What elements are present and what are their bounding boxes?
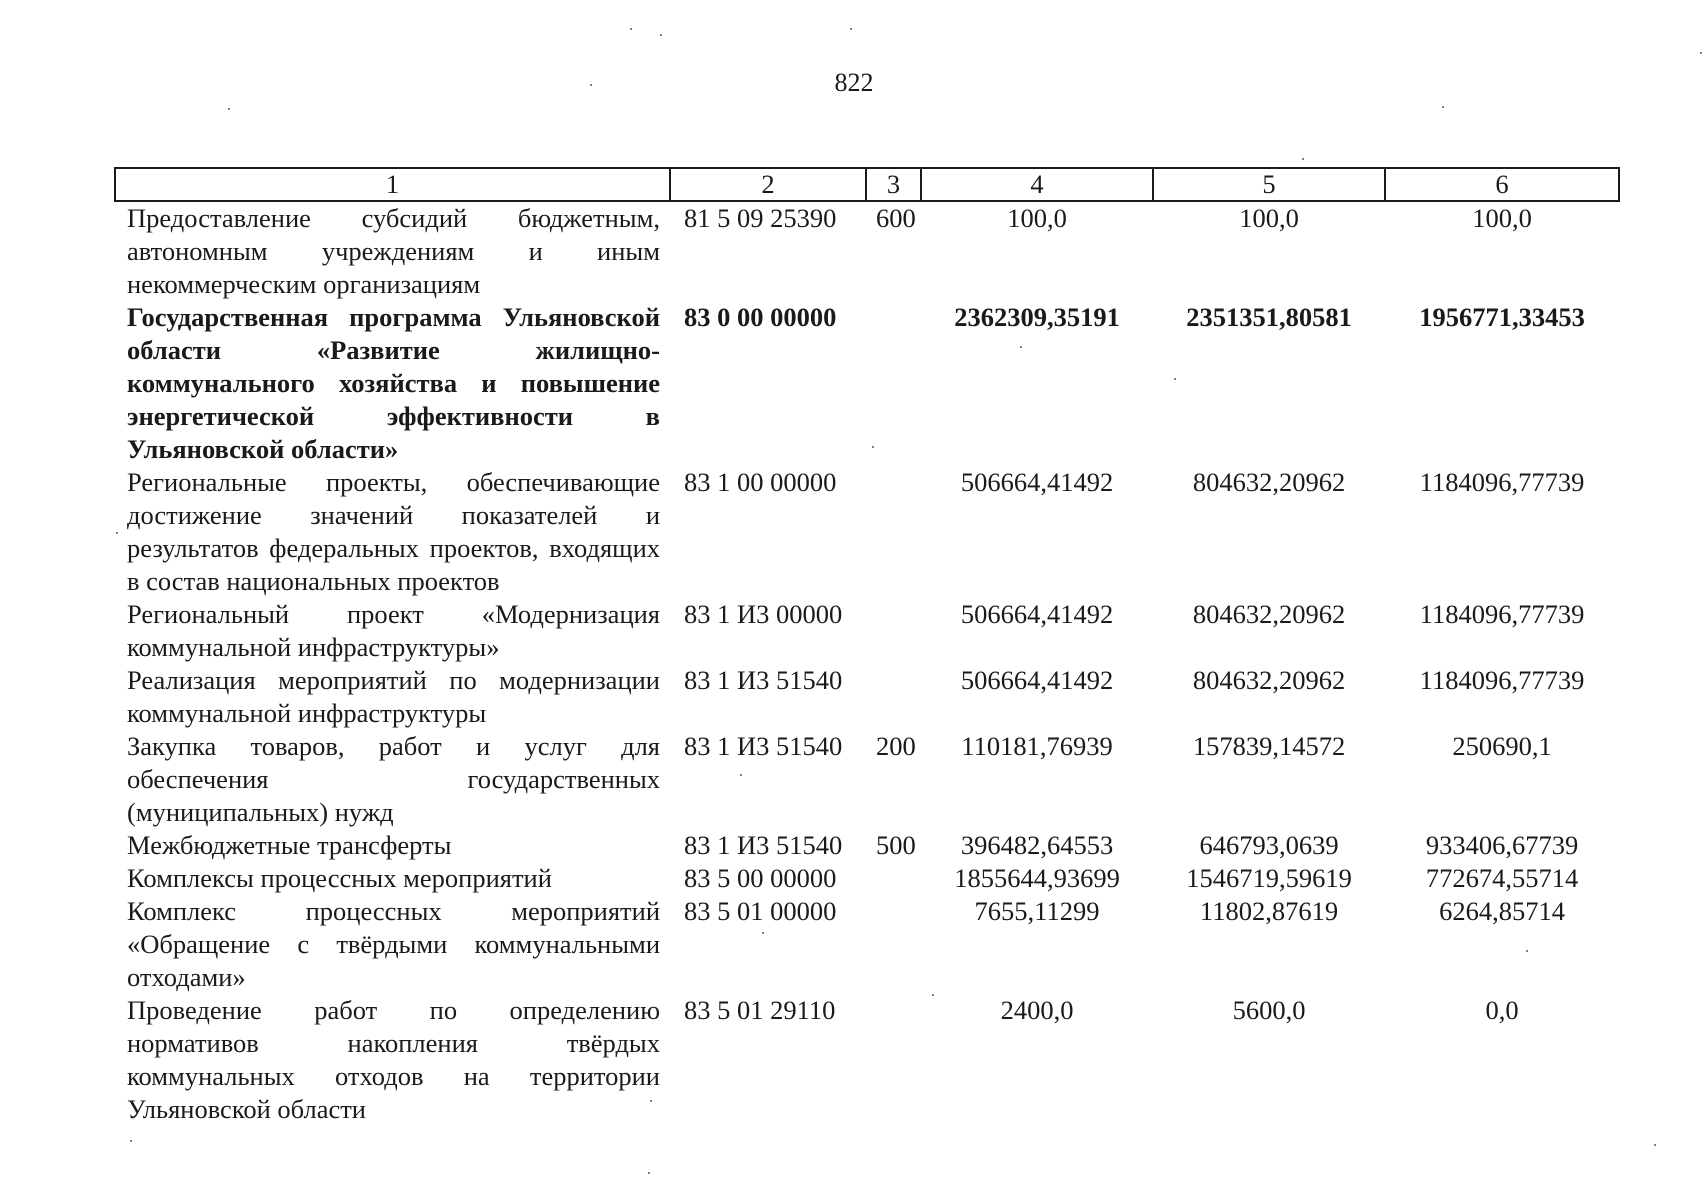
column-header-6: 6 [1385,168,1619,201]
table-row [115,201,1619,301]
row-value-col6: 250690,1 [1452,731,1552,761]
scan-speck [1020,346,1022,348]
row-value-col6: 0,0 [1485,995,1519,1025]
row-name-cell: Комплексы процессных мероприятий [127,863,552,893]
row-code-cell: 83 1 И3 51540 [684,731,843,761]
budget-table [114,167,1620,1126]
scan-speck [590,84,592,86]
row-type-cell [866,994,921,1126]
row-value-col5: 804632,20962 [1192,467,1346,497]
table-header [115,168,1619,201]
row-value-col4: 7655,11299 [974,896,1100,926]
scan-speck [1302,158,1304,160]
table-row [115,829,1619,862]
table-row [115,466,1619,598]
row-code-cell: 83 5 00 00000 [684,863,837,893]
scan-speck [872,446,874,448]
table-row [115,994,1619,1126]
row-type-cell [866,862,921,895]
row-value-col6: 1184096,77739 [1419,665,1585,695]
scan-speck [130,1140,132,1142]
row-name-cell: Государственная программа Ульяновской области «Развитие жилищно-коммунального хозяйства и повышение энергетической эффективности в Ульяновской области» [127,302,660,464]
row-name-cell: Межбюджетные трансферты [127,830,452,860]
column-header-2: 2 [670,168,866,201]
row-type-cell: 600 [876,203,916,233]
row-code-cell: 83 5 01 00000 [684,896,837,926]
scan-speck [932,994,934,996]
row-value-col4: 100,0 [1007,203,1067,233]
row-name-cell: Региональный проект «Модернизация коммунальной инфраструктуры» [127,599,660,662]
scan-speck [1526,950,1528,952]
row-value-col4: 506664,41492 [960,665,1114,695]
row-value-col5: 5600,0 [1232,995,1306,1025]
scan-speck [116,532,118,534]
row-value-col5: 2351351,80581 [1186,302,1352,332]
row-value-col4: 396482,64553 [960,830,1114,860]
row-value-col4: 2362309,35191 [954,302,1120,332]
row-value-col4: 506664,41492 [960,467,1114,497]
row-code-cell: 83 0 00 00000 [684,302,837,332]
row-value-col5: 1546719,59619 [1186,863,1352,893]
row-name-cell: Комплекс процессных мероприятий «Обращение с твёрдыми коммунальными отходами» [127,896,660,992]
scan-speck [660,34,662,36]
row-code-cell: 83 1 И3 51540 [684,665,843,695]
table-row [115,895,1619,994]
row-type-cell [866,466,921,598]
row-value-col6: 933406,67739 [1425,830,1579,860]
row-type-cell [866,664,921,730]
row-value-col5: 157839,14572 [1192,731,1346,761]
scan-speck [648,1172,650,1174]
table-row [115,301,1619,466]
column-header-4: 4 [921,168,1153,201]
scan-speck [1442,106,1444,108]
scan-speck [650,1100,652,1102]
row-value-col5: 100,0 [1239,203,1299,233]
row-value-col5: 804632,20962 [1192,599,1346,629]
row-value-col5: 804632,20962 [1192,665,1346,695]
row-type-cell: 200 [876,731,916,761]
row-type-cell [866,301,921,466]
row-value-col6: 100,0 [1472,203,1532,233]
row-value-col4: 506664,41492 [960,599,1114,629]
column-header-3: 3 [866,168,921,201]
scan-speck [850,28,852,30]
row-value-col4: 1855644,93699 [954,863,1120,893]
column-header-1: 1 [115,168,670,201]
row-value-col5: 11802,87619 [1199,896,1339,926]
table-row [115,730,1619,829]
row-code-cell: 83 5 01 29110 [684,995,836,1025]
row-value-col6: 772674,55714 [1425,863,1579,893]
column-header-5: 5 [1153,168,1385,201]
row-value-col5: 646793,0639 [1199,830,1339,860]
scan-speck [630,28,632,30]
scan-speck [1174,378,1176,380]
scan-speck [740,774,742,776]
row-value-col6: 1184096,77739 [1419,599,1585,629]
row-code-cell: 81 5 09 25390 [684,203,837,233]
row-name-cell: Региональные проекты, обеспечивающие достижение значений показателей и результатов федеральных проектов, входящих в состав национальных проектов [127,467,660,596]
row-value-col4: 2400,0 [1000,995,1074,1025]
table-row [115,598,1619,664]
table-row [115,862,1619,895]
header-row [115,168,1619,201]
row-value-col6: 1184096,77739 [1419,467,1585,497]
row-value-col6: 1956771,33453 [1419,302,1585,332]
scan-speck [1654,1144,1656,1146]
row-code-cell: 83 1 И3 00000 [684,599,843,629]
row-type-cell: 500 [876,830,916,860]
scan-speck [228,108,230,110]
row-value-col6: 6264,85714 [1439,896,1565,926]
row-type-cell [866,895,921,994]
row-type-cell [866,598,921,664]
page-number: 822 [834,68,874,97]
table-row [115,664,1619,730]
scan-speck [762,932,764,934]
row-value-col4: 110181,76939 [961,731,1113,761]
row-name-cell: Предоставление субсидий бюджетным, автономным учреждениям и иным некоммерческим организациям [127,203,660,299]
row-name-cell: Закупка товаров, работ и услуг для обеспечения государственных (муниципальных) нужд [127,731,660,827]
row-code-cell: 83 1 И3 51540 [684,830,843,860]
row-name-cell: Реализация мероприятий по модернизации коммунальной инфраструктуры [127,665,660,728]
row-code-cell: 83 1 00 00000 [684,467,837,497]
scan-speck [1700,52,1702,54]
row-name-cell: Проведение работ по определению нормативов накопления твёрдых коммунальных отходов на территории Ульяновской области [127,995,660,1124]
table-body [115,201,1619,1126]
